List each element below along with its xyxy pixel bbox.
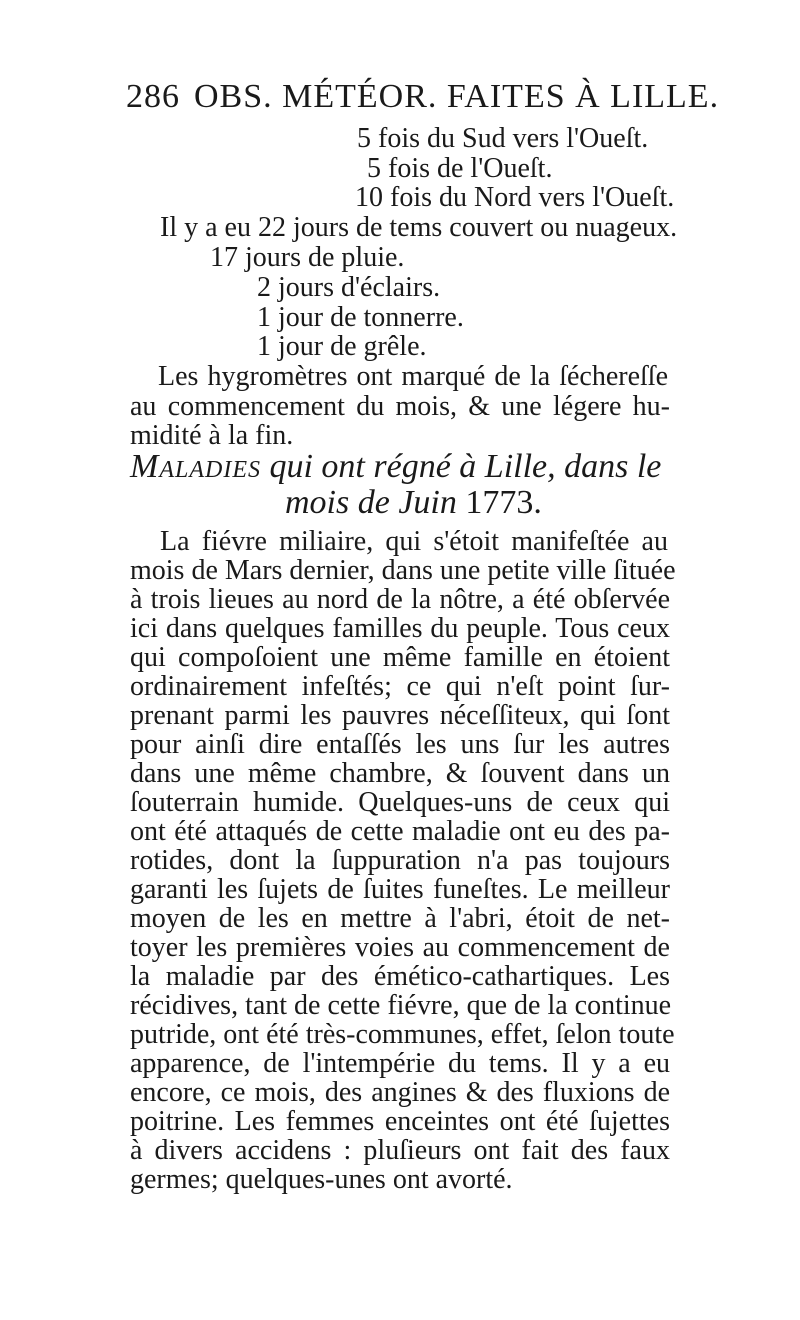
wind-line: 5 fois du Sud vers l'Oueſt. [357,123,649,154]
body-line: ici dans quelques familles du peuple. Tous ceux [130,613,670,644]
paragraph-line: Les hygromètres ont marqué de la ſéchereſſe [158,361,668,392]
section-heading-month: mois de Juin [285,484,466,521]
weather-line: Il y a eu 22 jours de tems couvert ou nuageux. [160,212,678,243]
section-heading-caps: Maladies [130,448,261,485]
body-line: pour ainſi dire entaſſés les uns ſur les autres [130,729,670,760]
body-line: toyer les premières voies au commencement de [130,932,670,963]
page-number: 286 [126,78,180,115]
body-line: germes; quelques-unes ont avorté. [130,1164,513,1195]
body-line: ont été attaqués de cette maladie ont eu des pa- [130,816,670,847]
wind-line: 10 fois du Nord vers l'Oueſt. [355,182,675,213]
body-line: ſouterrain humide. Quelques-uns de ceux qui [130,787,670,818]
running-header [126,78,720,116]
body-line: garanti les ſujets de ſuites funeſtes. Le meilleur [130,874,670,905]
section-heading-rest: qui ont régné à Lille, dans le [260,448,662,485]
body-line: apparence, de l'intempérie du tems. Il y a eu [130,1048,670,1079]
body-line: mois de Mars dernier, dans une petite ville ſituée [130,555,676,586]
body-line: à divers accidens : pluſieurs ont fait des faux [130,1135,670,1166]
running-title: OBS. MÉTÉOR. FAITES À LILLE. [194,78,720,115]
body-line: La fiévre miliaire, qui s'étoit manifeſtée au [160,526,668,557]
weather-line: 1 jour de grêle. [257,331,427,362]
weather-line: 1 jour de tonnerre. [257,302,464,333]
section-heading-year: 1773. [465,484,542,521]
body-line: rotides, dont la ſuppuration n'a pas toujours [130,845,670,876]
body-line: putride, ont été très-communes, effet, ſelon toute [130,1019,675,1050]
body-line: à trois lieues au nord de la nôtre, a été obſervée [130,584,670,615]
body-line: qui compoſoient une même famille en étoient [130,642,670,673]
section-heading [130,448,661,486]
body-line: la maladie par des émético-cathartiques. Les [130,961,670,992]
paragraph-line: au commencement du mois, & une légere hu- [130,391,670,422]
wind-line: 5 fois de l'Oueſt. [367,153,553,184]
body-line: moyen de les en mettre à l'abri, étoit de net- [130,903,670,934]
weather-line: 17 jours de pluie. [210,242,405,273]
body-line: dans une même chambre, & ſouvent dans un [130,758,670,789]
weather-line: 2 jours d'éclairs. [257,272,441,303]
body-line: prenant parmi les pauvres néceſſiteux, qui ſont [130,700,670,731]
paragraph-line: midité à la fin. [130,420,294,451]
body-line: ordinairement infeſtés; ce qui n'eſt point ſur- [130,671,670,702]
body-line: poitrine. Les femmes enceintes ont été ſujettes [130,1106,670,1137]
body-line: encore, ce mois, des angines & des fluxions de [130,1077,670,1108]
body-line: récidives, tant de cette fiévre, que de la continue [130,990,672,1021]
section-heading-line2 [285,484,542,522]
